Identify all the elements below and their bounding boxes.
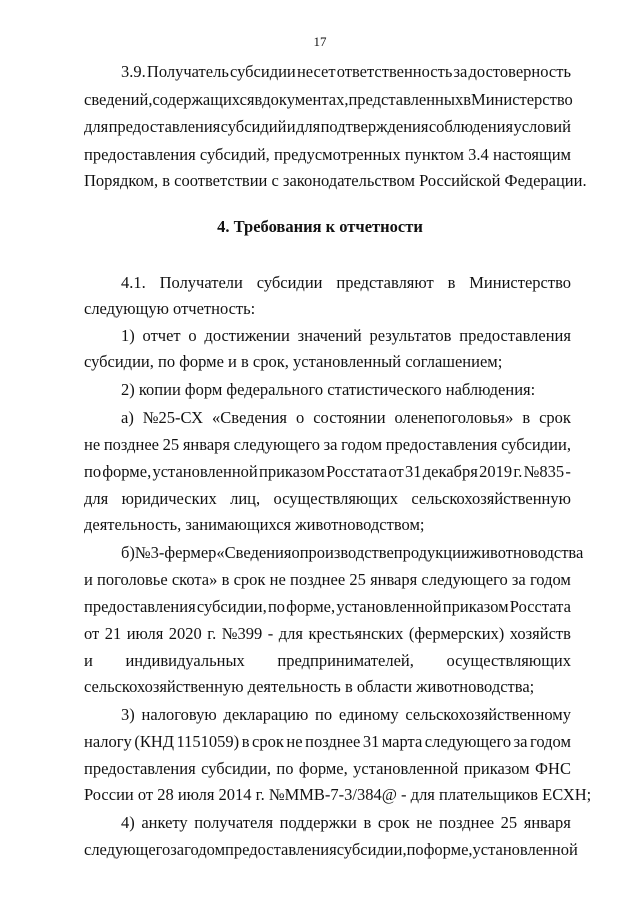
line-word: в — [363, 813, 372, 832]
line-word: годом — [341, 435, 383, 454]
line-word: лиц, — [230, 489, 261, 508]
line-word: 3.4 — [468, 145, 489, 164]
line-word: субсидии, — [196, 597, 267, 616]
line-word: 1151059) — [176, 732, 240, 751]
line-word: форме, — [286, 597, 336, 616]
line-word: за — [323, 435, 338, 454]
line-word: за — [511, 570, 526, 589]
line-word: установленной — [353, 759, 459, 778]
line-word: и — [84, 570, 93, 589]
text-line-7: следующую отчетность: — [84, 299, 256, 318]
line-word: не — [286, 732, 303, 751]
line-word: Министерство — [469, 273, 571, 292]
line-word: оленепоголовья» — [394, 408, 514, 427]
line-word: и — [84, 651, 93, 670]
line-word: поголовье — [97, 570, 168, 589]
line-word: Министерство — [471, 90, 573, 109]
line-word: осуществляющих — [446, 651, 571, 670]
line-word: 21 — [104, 624, 122, 643]
line-word: поддержки — [279, 813, 357, 832]
line-word: срок — [377, 813, 410, 832]
line-word: достижении — [204, 326, 290, 345]
text-line-14 — [84, 489, 571, 509]
line-word: сельскохозяйственную — [411, 489, 571, 508]
line-word: предусмотренных — [274, 145, 401, 164]
line-word: анкету — [141, 813, 188, 832]
text-line-24 — [84, 759, 571, 779]
line-word: скота» — [171, 570, 218, 589]
line-word: сельскохозяйственному — [405, 705, 571, 724]
line-word: №399 — [221, 624, 263, 643]
text-line-20 — [84, 651, 571, 671]
line-word: (КНД — [134, 732, 175, 751]
line-word: животноводства — [469, 543, 584, 562]
line-word: Получатели — [159, 273, 243, 292]
line-word: пунктом — [404, 145, 464, 164]
line-word: г. — [513, 462, 523, 481]
line-word: 2020 — [168, 624, 202, 643]
line-word: предоставления — [84, 145, 196, 164]
line-word: декларацию — [223, 705, 309, 724]
line-word: годом — [529, 732, 571, 751]
text-line-12 — [84, 435, 571, 455]
line-word: форме, — [423, 840, 473, 859]
text-line-17 — [84, 570, 571, 590]
line-word: срок — [539, 408, 571, 427]
line-word: приказом — [259, 462, 325, 481]
line-word: состоянии — [313, 408, 386, 427]
text-line-3 — [84, 117, 571, 137]
line-word: января — [182, 435, 230, 454]
text-line-15: деятельность, занимающихся животноводством; — [84, 515, 425, 534]
line-word: предоставления — [84, 759, 196, 778]
line-word: января — [523, 813, 571, 832]
text-line-22 — [121, 705, 571, 725]
line-word: №835 — [523, 462, 565, 481]
line-word: предоставления — [225, 840, 337, 859]
line-word: ответственность — [336, 62, 453, 81]
line-word: Получатель — [146, 62, 229, 81]
line-word: налоговую — [141, 705, 217, 724]
section-heading: 4. Требования к отчетности — [217, 217, 423, 236]
line-word: индивидуальных — [125, 651, 245, 670]
line-word: в — [463, 90, 472, 109]
line-word: значений — [297, 326, 362, 345]
line-word: достоверность — [468, 62, 571, 81]
line-word: за — [170, 840, 185, 859]
line-word: получателя — [194, 813, 274, 832]
line-word: субсидии, — [501, 435, 571, 454]
line-word: января — [370, 570, 418, 589]
line-word: предоставления — [84, 597, 196, 616]
line-word: следующего — [233, 435, 320, 454]
text-line-26 — [121, 813, 571, 833]
line-word: предоставления — [108, 117, 221, 136]
line-word: позднее — [103, 435, 159, 454]
line-word: а) — [121, 408, 134, 427]
line-word: 3.9. — [121, 62, 146, 81]
text-line-25: России от 28 июля 2014 г. №ММВ-7-3/384@ - для плательщиков ЕСХН; — [84, 785, 592, 804]
line-word: за — [513, 732, 528, 751]
text-line-13 — [84, 462, 571, 482]
line-word: в — [447, 273, 456, 292]
line-word: форме, — [102, 462, 152, 481]
line-word: установленной — [472, 840, 578, 859]
line-word: 2019 — [479, 462, 513, 481]
line-word: субсидии, — [336, 840, 407, 859]
line-word: юридических — [121, 489, 217, 508]
line-word: 25 — [162, 435, 180, 454]
line-word: следующего — [424, 732, 512, 751]
line-word: подтверждения — [320, 117, 429, 136]
line-word: позднее — [305, 732, 361, 751]
line-word: приказом — [463, 759, 530, 778]
line-word: в — [221, 570, 230, 589]
line-word: годом — [529, 570, 571, 589]
line-word: «Сведения — [216, 543, 292, 562]
line-word: Росстата — [509, 597, 571, 616]
text-line-1 — [121, 62, 571, 82]
line-word: не — [269, 570, 286, 589]
text-line-27 — [84, 840, 578, 860]
text-line-9: субсидии, по форме и в срок, установленный соглашением; — [84, 352, 503, 371]
line-word: 25 — [500, 813, 518, 832]
line-word: осуществляющих — [273, 489, 399, 508]
line-word: производстве — [299, 543, 394, 562]
line-word: крестьянских — [308, 624, 404, 643]
line-word: следующего — [421, 570, 508, 589]
line-word: по — [406, 840, 424, 859]
line-word: продукции — [393, 543, 470, 562]
line-word: в — [254, 90, 263, 109]
line-word: предоставления — [459, 326, 571, 345]
line-word: «Сведения — [212, 408, 288, 427]
line-word: по — [315, 705, 333, 724]
line-word: - — [267, 624, 274, 643]
line-word: предоставления — [385, 435, 498, 454]
line-word: 1) — [121, 326, 135, 345]
text-line-5: Порядком, в соответствии с законодательством Российской Федерации. — [84, 171, 587, 190]
text-line-11 — [121, 408, 571, 428]
line-word: субсидий, — [199, 145, 270, 164]
line-word: отчет — [142, 326, 181, 345]
text-line-8 — [121, 326, 571, 346]
line-word: 4.1. — [121, 273, 146, 292]
text-line-18 — [84, 597, 571, 617]
line-word: 31 — [362, 732, 380, 751]
line-word: - — [565, 462, 571, 481]
line-word: субсидии, — [201, 759, 271, 778]
line-word: следующего — [84, 840, 171, 859]
line-word: позднее — [289, 570, 346, 589]
text-line-6 — [121, 273, 571, 293]
line-word: установленной — [152, 462, 258, 481]
line-word: №25-СХ — [142, 408, 204, 427]
line-word: срок — [233, 570, 266, 589]
text-line-19 — [84, 624, 571, 644]
line-word: не — [84, 435, 101, 454]
line-word: сведений, — [84, 90, 153, 109]
line-word: от — [388, 462, 404, 481]
line-word: приказом — [442, 597, 509, 616]
text-line-16 — [121, 543, 584, 563]
line-word: условий — [513, 117, 571, 136]
line-word: хозяйств — [509, 624, 571, 643]
line-word: для — [84, 489, 109, 508]
line-word: содержащихся — [152, 90, 255, 109]
line-word: настоящим — [493, 145, 571, 164]
line-word: не — [416, 813, 433, 832]
line-word: от — [84, 624, 100, 643]
text-line-4 — [84, 145, 571, 165]
line-word: в — [522, 408, 531, 427]
line-word: в — [241, 732, 250, 751]
line-word: субсидии — [256, 273, 323, 292]
line-word: для — [278, 624, 303, 643]
line-word: позднее — [438, 813, 495, 832]
line-word: за — [453, 62, 468, 81]
line-word: документах, — [262, 90, 349, 109]
line-word: представляют — [336, 273, 434, 292]
line-word: июля — [126, 624, 164, 643]
line-word: Росстата — [326, 462, 388, 481]
line-word: годом — [184, 840, 226, 859]
line-word: предпринимателей, — [277, 651, 414, 670]
text-line-10: 2) копии форм федерального статистического наблюдения: — [121, 380, 536, 399]
line-word: 4) — [121, 813, 135, 832]
line-word: соблюдения — [428, 117, 514, 136]
line-word: б) — [121, 543, 135, 562]
line-word: г. — [207, 624, 217, 643]
line-word: о — [188, 326, 197, 345]
line-word: о — [296, 408, 305, 427]
line-word: (фермерских) — [408, 624, 505, 643]
line-word: субсидий — [220, 117, 287, 136]
line-word: субсидии — [230, 62, 296, 81]
text-line-23 — [84, 732, 571, 752]
text-line-2 — [84, 90, 571, 110]
line-word: 31 — [404, 462, 422, 481]
line-word: 25 — [349, 570, 366, 589]
line-word: форме, — [298, 759, 348, 778]
line-word: о — [291, 543, 300, 562]
line-word: 3) — [121, 705, 135, 724]
line-word: установленной — [336, 597, 442, 616]
line-word: несет — [296, 62, 336, 81]
line-word: ФНС — [535, 759, 571, 778]
line-word: и — [286, 117, 296, 136]
page-number: 17 — [313, 34, 327, 49]
line-word: представленных — [348, 90, 464, 109]
line-word: срок — [252, 732, 284, 751]
line-word: единому — [338, 705, 399, 724]
text-line-21: сельскохозяйственную деятельность в области животноводства; — [84, 677, 535, 696]
line-word: по — [267, 597, 286, 616]
line-word: налогу — [84, 732, 132, 751]
line-word: №3-фермер — [134, 543, 217, 562]
line-word: декабря — [422, 462, 478, 481]
line-word: для — [296, 117, 321, 136]
line-word: результатов — [369, 326, 452, 345]
line-word: по — [84, 462, 102, 481]
line-word: марта — [381, 732, 423, 751]
line-word: для — [84, 117, 109, 136]
line-word: по — [276, 759, 294, 778]
